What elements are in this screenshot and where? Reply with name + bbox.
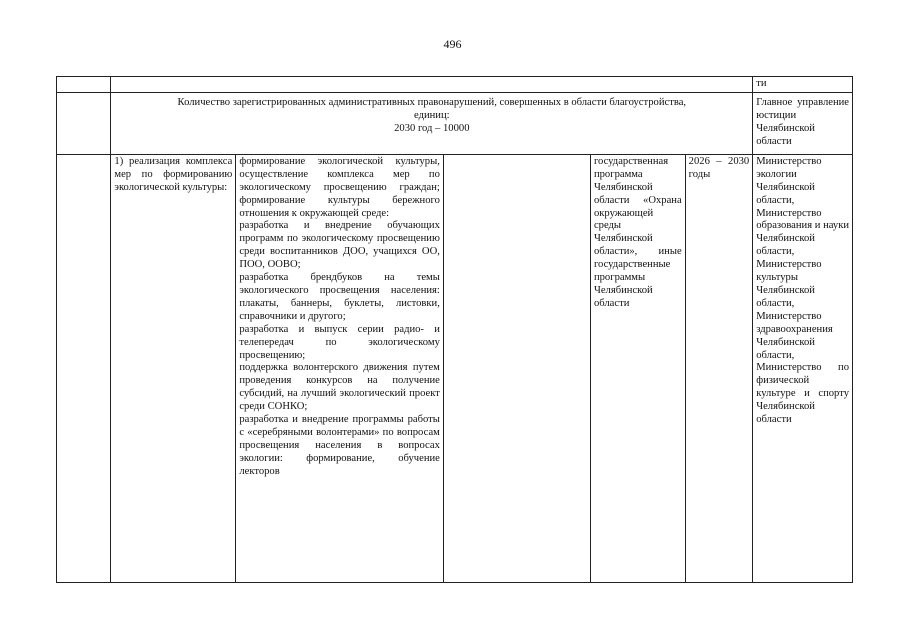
executor-item: Министерство культуры Челябинской области, — [756, 259, 822, 309]
indicator-title-cell — [111, 92, 753, 154]
executor-item: Министерство экологии Челябинской области, — [756, 155, 822, 206]
activity-item: разработка и выпуск серии радио- и телепередач по экологическому просвещению; — [239, 323, 440, 361]
indicator-title-line2: единиц: — [414, 109, 450, 121]
cell-empty-left — [57, 154, 111, 582]
activity-item: разработка и внедрение программы работы с «серебряными волонтерами» по вопросам просвещения населения в вопросах экологии: формирование, обучение лекторов — [239, 414, 440, 477]
activity-item: разработка и внедрение обучающих программ по экологическому просвещению среди воспитанников ДОО, учащихся ОО, ПОО, ООВО; — [239, 220, 440, 271]
indicator-title-line3: 2030 год – 10000 — [394, 122, 470, 134]
table-row-indicator — [57, 92, 853, 154]
table-row-measure — [57, 154, 853, 582]
executor-item: Министерство образования и науки Челябинской области, — [756, 207, 850, 258]
cell-empty-left — [57, 77, 111, 93]
executor-item: Министерство здравоохранения Челябинской области, — [756, 310, 833, 361]
cell-empty-left — [57, 92, 111, 154]
cell-empty-span — [111, 77, 753, 93]
activity-item: формирование экологической культуры, осуществление комплекса мер по экологическому просвещению граждан; формирование культуры бережного отношения к окружающей среде: — [239, 155, 440, 219]
measure-executors — [753, 154, 853, 582]
measure-col3 — [443, 154, 590, 582]
cell-continued-text: ти — [753, 77, 853, 93]
table-row-continued — [57, 77, 853, 93]
indicator-responsible: Главное управление юстиции Челябинской области — [753, 92, 853, 154]
measure-activities — [236, 154, 444, 582]
activity-item: разработка брендбуков на темы экологического просвещения населения: плакаты, баннеры, буклеты, листовки, справочники и другого; — [239, 272, 440, 322]
page-number: 496 — [443, 37, 462, 51]
executor-item: Министерство по физической культуре и спорту Челябинской области — [756, 362, 849, 426]
measure-period: 2026 – 2030 годы — [685, 154, 753, 582]
measures-table — [56, 76, 853, 583]
measure-name: 1) реализация комплекса мер по формированию экологической культуры: — [111, 154, 236, 582]
indicator-title-line1: Количество зарегистрированных административных правонарушений, совершенных в области благоустройства, — [177, 96, 687, 108]
activity-item: поддержка волонтерского движения путем проведения конкурсов на получение субсидий, на лучший экологический проект среди СОНКО; — [239, 362, 440, 413]
measure-programs: государственная программа Челябинской области «Охрана окружающей среды Челябинской области», иные государственные программы Челябинской области — [590, 154, 685, 582]
